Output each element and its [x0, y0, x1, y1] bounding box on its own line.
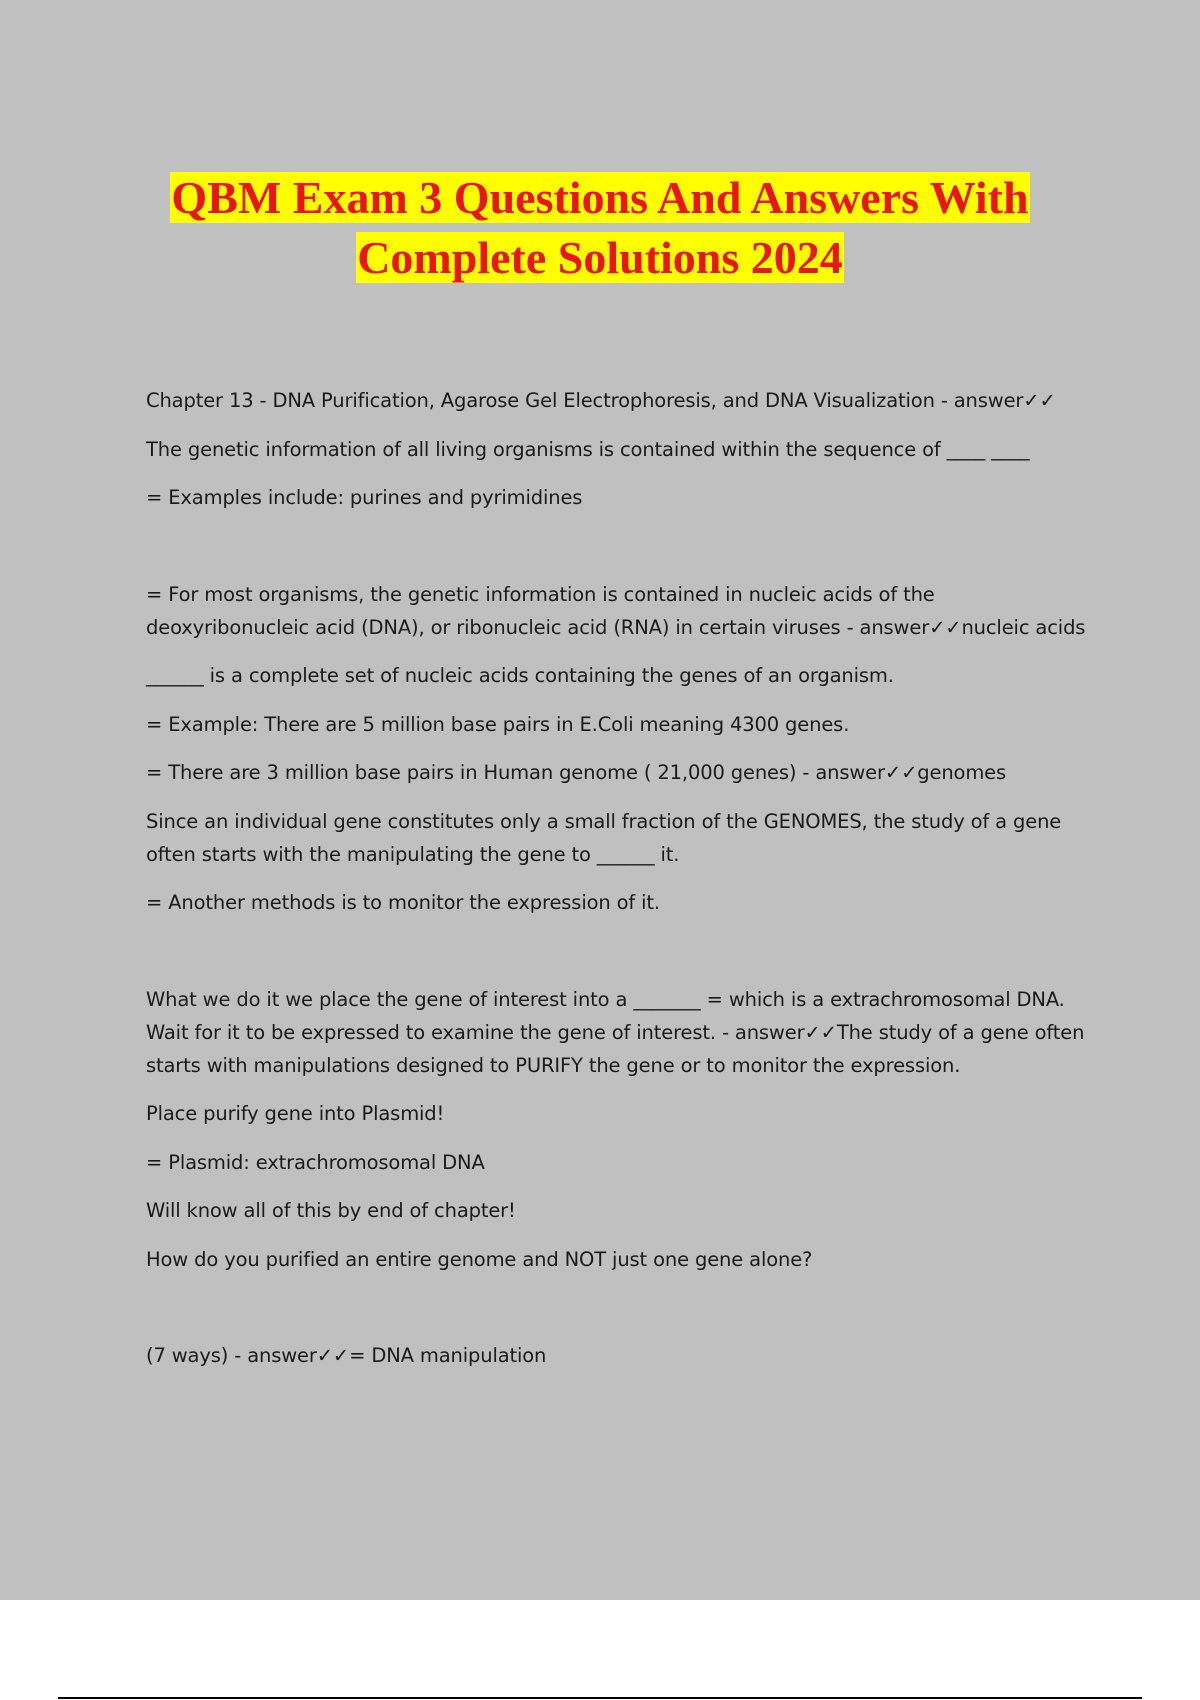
spacer: [146, 1291, 1086, 1339]
spacer: [146, 530, 1086, 578]
title-line-1: QBM Exam 3 Questions And Answers With: [171, 172, 1029, 223]
spacer: [146, 935, 1086, 983]
paragraph-chapter-heading: Chapter 13 - DNA Purification, Agarose Gel Electrophoresis, and DNA Visualization - answer✓✓: [146, 389, 1056, 412]
document-title: [0, 168, 1200, 288]
paragraph-question-1: The genetic information of all living organisms is contained within the sequence of ____ ____: [146, 437, 1030, 461]
paragraph-answer-1: = For most organisms, the genetic information is contained in nucleic acids of the deoxyribonucleic acid (DNA), or ribonucleic acid (RNA) in certain viruses - answer✓✓nucleic acids: [146, 582, 1086, 639]
paragraph-chapter-note: Will know all of this by end of chapter!: [146, 1199, 516, 1222]
paragraph-examples: = Examples include: purines and pyrimidines: [146, 486, 583, 509]
paragraph-another-method: = Another methods is to monitor the expression of it.: [146, 891, 660, 914]
paragraph-plasmid-definition: = Plasmid: extrachromosomal DNA: [146, 1150, 485, 1174]
paragraph-answer-4: (7 ways) - answer✓✓= DNA manipulation: [146, 1344, 547, 1367]
footer-divider: [58, 1697, 1142, 1699]
paragraph-question-3: Since an individual gene constitutes only a small fraction of the GENOMES, the study of a gene often starts with the manipulating the gene to ______ it.: [146, 809, 1062, 866]
paragraph-answer-2: = There are 3 million base pairs in Human genome ( 21,000 genes) - answer✓✓genomes: [146, 761, 1007, 784]
title-line-2: Complete Solutions 2024: [357, 232, 843, 283]
paragraph-question-2: ______ is a complete set of nucleic acids containing the genes of an organism.: [146, 664, 894, 687]
paragraph-answer-3: What we do it we place the gene of interest into a _______ = which is a extrachromosomal DNA. Wait for it to be expressed to examine the gene of interest. - answer✓✓The study of a gene often starts with manipulations designed to PURIFY the gene or to monitor the expression.: [146, 987, 1085, 1077]
document-body: [146, 384, 1086, 1388]
paragraph-plasmid: Place purify gene into Plasmid!: [146, 1102, 445, 1125]
paragraph-question-4: How do you purified an entire genome and NOT just one gene alone?: [146, 1247, 813, 1271]
paragraph-example-ecoli: = Example: There are 5 million base pairs in E.Coli meaning 4300 genes.: [146, 712, 850, 736]
